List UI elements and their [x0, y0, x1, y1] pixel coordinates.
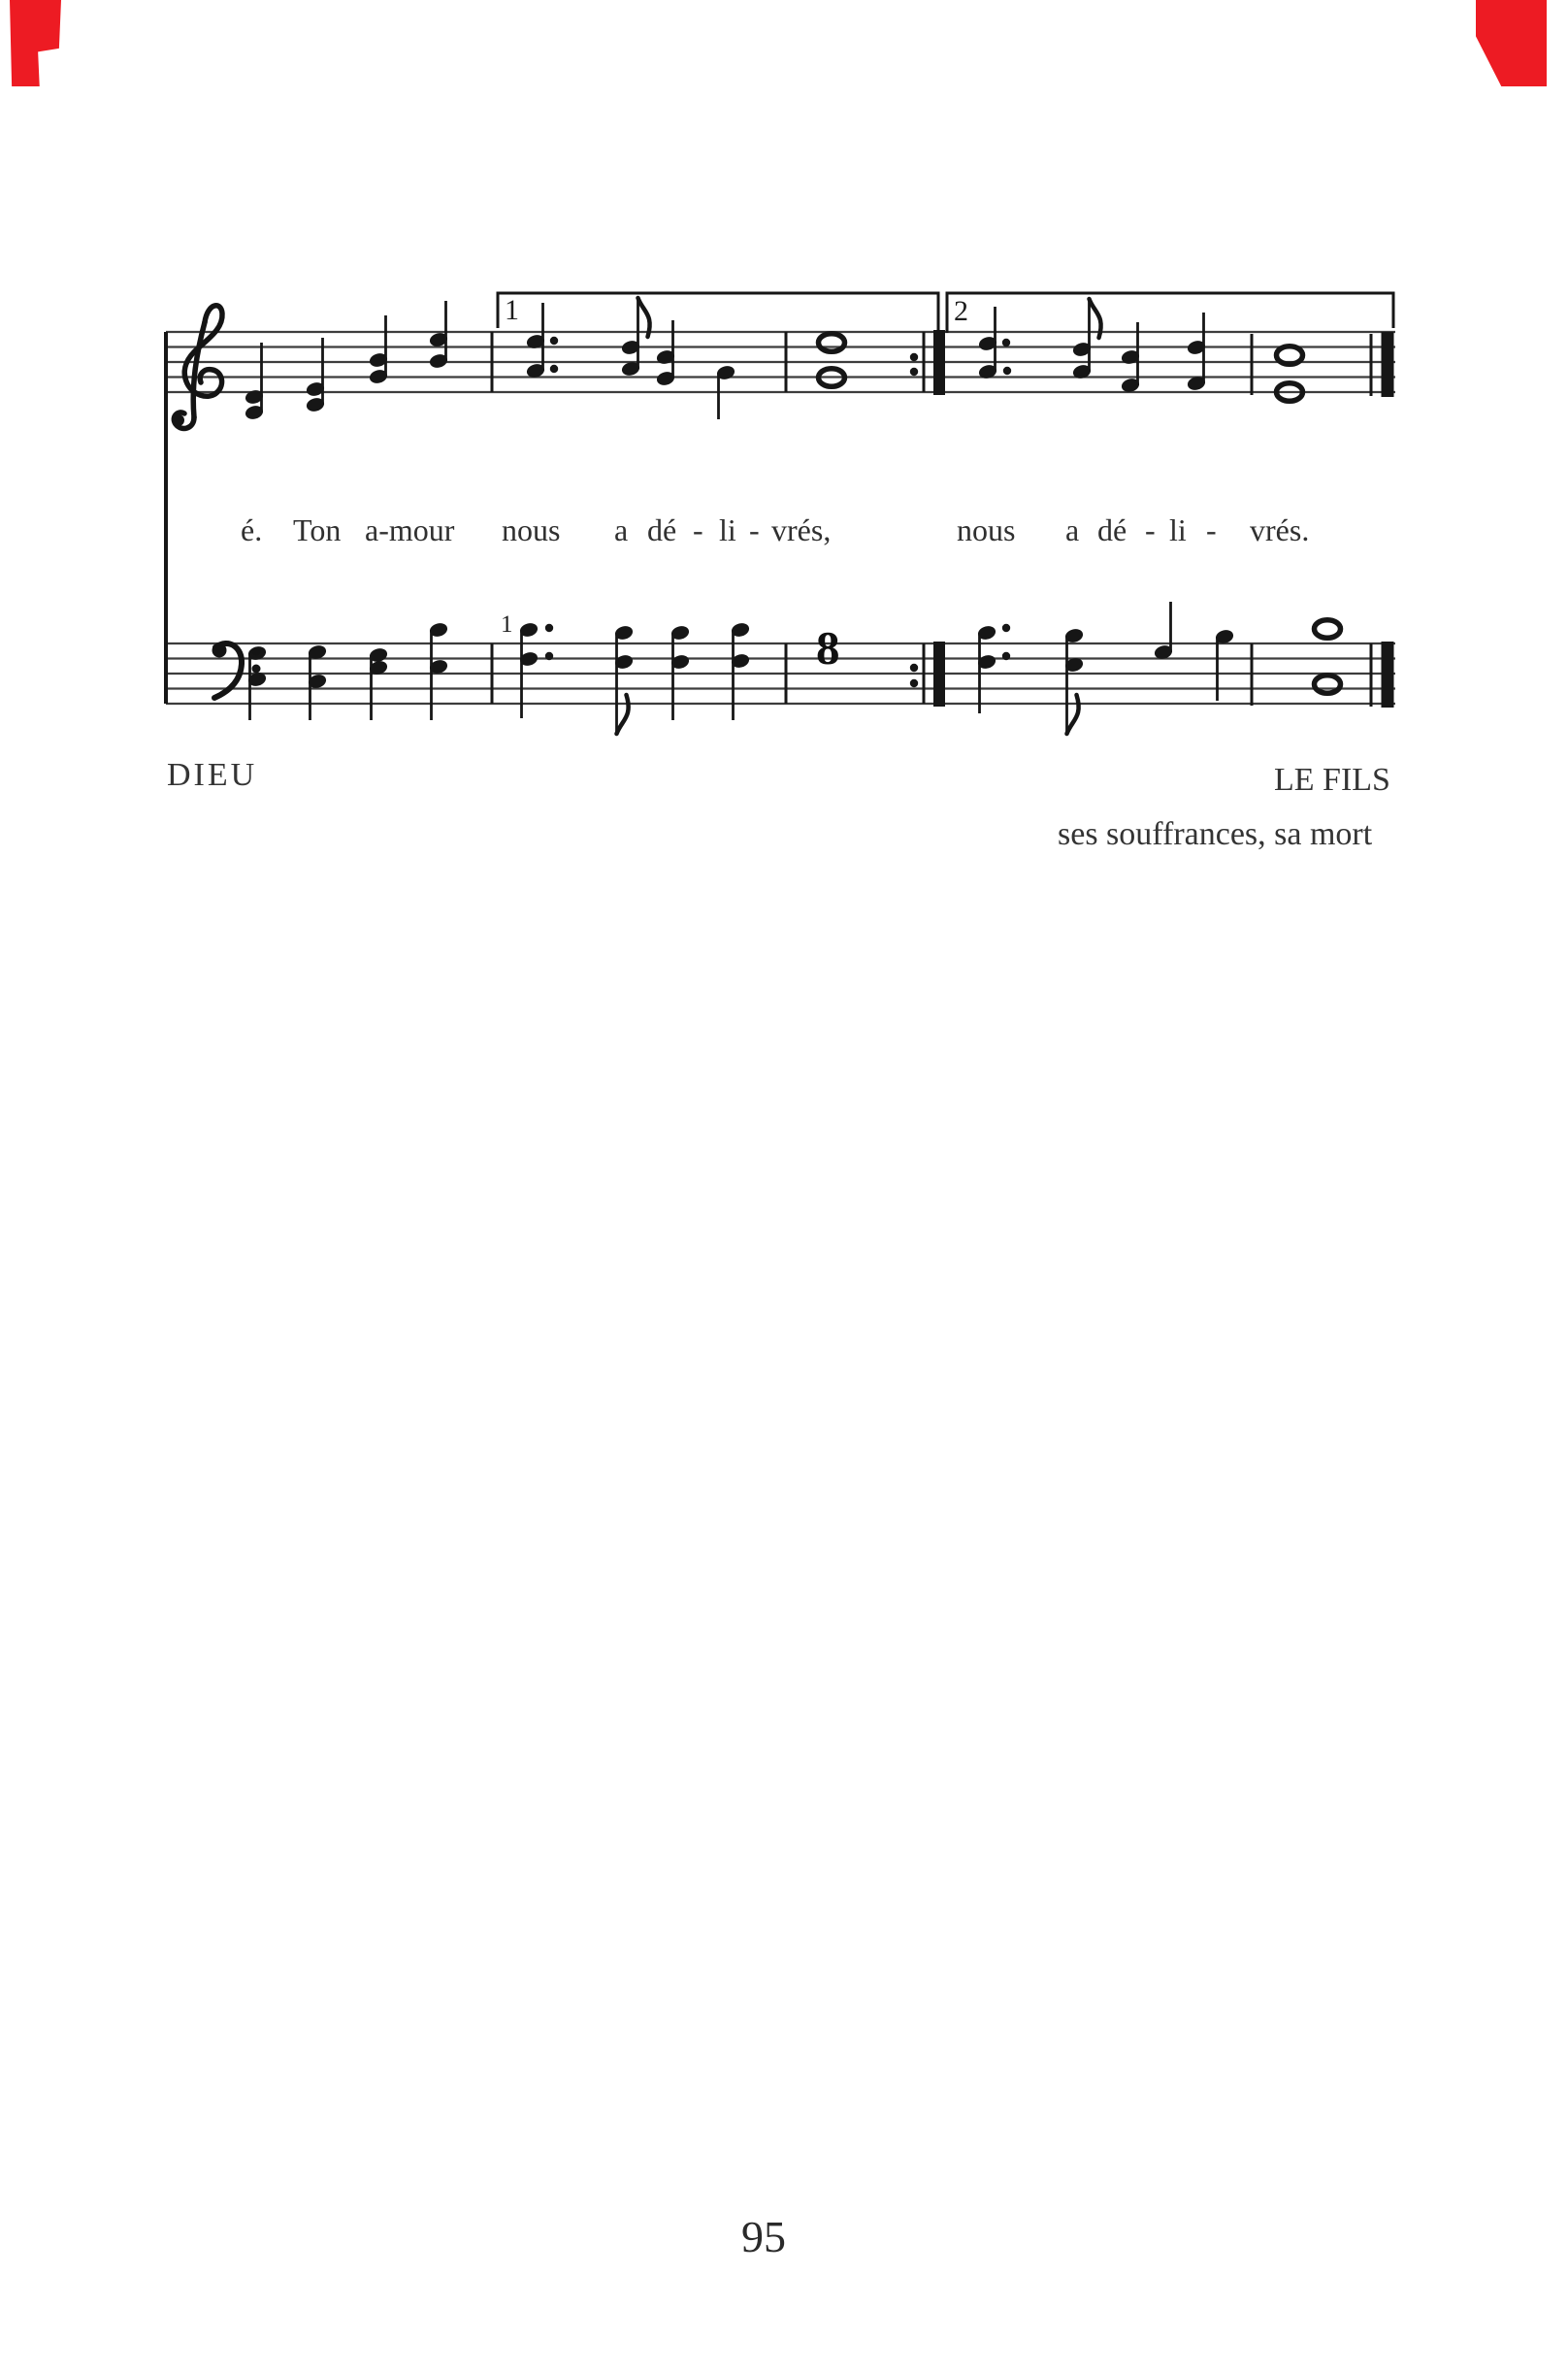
barline: [491, 643, 494, 704]
augmentation-dot: [1002, 652, 1010, 660]
lyric-syllable: a: [614, 512, 629, 547]
barline: [491, 332, 494, 392]
lyric-syllable: vrés,: [771, 512, 832, 547]
page-number: 95: [741, 2212, 786, 2261]
volta-1-label: 1: [505, 294, 519, 326]
barline: [923, 332, 926, 392]
thick-barline: [1382, 642, 1394, 708]
barline: [1370, 643, 1373, 707]
lyric-syllable: Ton: [293, 512, 342, 547]
lyric-syllable: dé: [1097, 512, 1127, 547]
augmentation-dot: [1003, 367, 1011, 375]
lyric-syllable: li: [1169, 512, 1187, 547]
volta-brackets: [498, 293, 1393, 333]
lyric-syllable: li: [719, 512, 736, 547]
lyric-syllable: nous: [957, 512, 1016, 547]
volta-2-label: 2: [954, 295, 968, 327]
lyric-syllable: -: [1145, 512, 1156, 547]
barline: [923, 643, 926, 704]
whole-note: [819, 334, 845, 352]
barline: [785, 332, 788, 392]
augmentation-dot: [545, 652, 553, 660]
barline: [785, 643, 788, 704]
augmentation-dot: [550, 337, 558, 345]
augmentation-dot: [1002, 339, 1010, 346]
lyric-syllable: -: [749, 512, 760, 547]
whole-note: [1315, 620, 1341, 639]
music-score: [0, 0, 1568, 873]
lyric-syllable: é.: [241, 512, 263, 547]
barline: [1370, 334, 1373, 396]
caption-dieu: DIEU: [167, 757, 258, 793]
volta-bracket: [498, 293, 938, 333]
repeat-dot: [910, 368, 918, 376]
augmentation-dot: [545, 624, 553, 632]
repeat-dot: [910, 664, 918, 672]
eighth-flag: [1067, 695, 1079, 734]
augmentation-dot: [550, 365, 558, 373]
caption-le-fils-subtitle: ses souffrances, sa mort: [1058, 816, 1373, 852]
lyric-syllable: vrés.: [1250, 512, 1310, 547]
treble-clef-icon: [173, 306, 222, 429]
lyric-syllable: a: [1065, 512, 1080, 547]
lyric-syllable: -: [1206, 512, 1217, 547]
thick-barline: [933, 330, 945, 395]
barline: [1251, 334, 1254, 395]
barline: [1251, 643, 1254, 706]
augmentation-dot: [1002, 624, 1010, 632]
thick-barline: [933, 642, 945, 707]
repeat-dot: [910, 679, 918, 687]
lyric-syllable: nous: [502, 512, 561, 547]
bass-volta-1-label: 1: [501, 611, 513, 638]
breve-note-8: 8: [816, 621, 840, 675]
lyric-syllable: -: [693, 512, 703, 547]
whole-note: [1315, 676, 1341, 694]
eighth-flag: [617, 695, 629, 734]
lyric-syllable: a-mour: [365, 512, 455, 547]
caption-le-fils: LE FILS: [1274, 762, 1390, 798]
repeat-dot: [910, 353, 918, 361]
lyric-syllable: dé: [647, 512, 677, 547]
volta-bracket: [947, 293, 1393, 333]
thick-barline: [1382, 332, 1394, 397]
